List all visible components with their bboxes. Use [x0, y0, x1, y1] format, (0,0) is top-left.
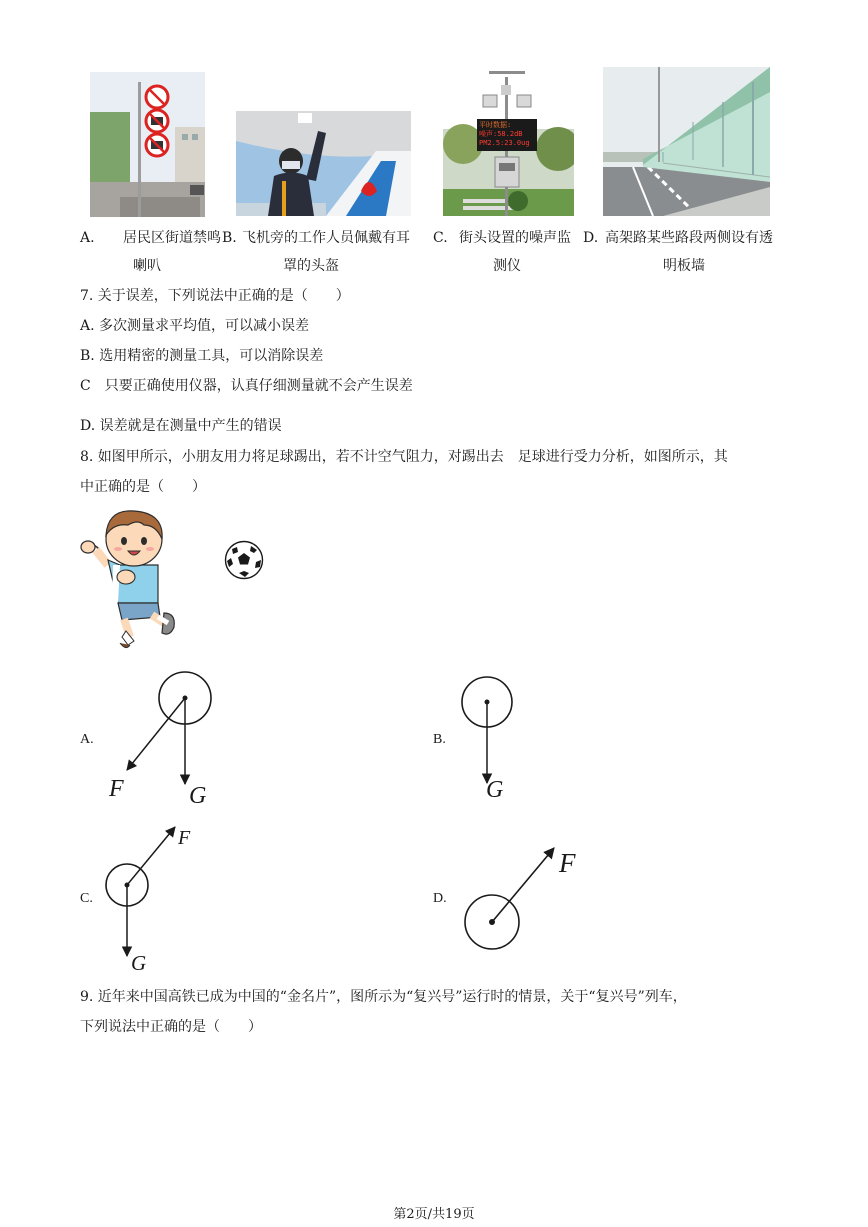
q8-option-d-diagram — [455, 835, 575, 955]
q8-option-b-label: B. — [433, 732, 446, 747]
q8-stem-line1: 8. 如图甲所示，小朋友用力将足球踢出，若不计空气阻力，对踢出去 足球进行受力分析，如图所示，其 — [80, 449, 728, 465]
q8-c-force-g-label: G — [131, 951, 147, 975]
boy-kicking-illustration — [78, 505, 178, 655]
q8-a-force-g-label: G — [189, 783, 207, 809]
q8-option-c-label: C. — [80, 891, 93, 906]
q8-stem-line2: 中正确的是（ ） — [80, 479, 206, 495]
page-number-footer: 第2页/共19页 — [393, 1207, 475, 1222]
sound-barrier-photo — [603, 67, 770, 216]
q7-option-c: C 只要正确使用仪器，认真仔细测量就不会产生误差 — [80, 378, 413, 394]
q8-c-force-f-label: F — [178, 827, 191, 849]
q8-option-d-label: D. — [433, 891, 447, 906]
q8-option-c-diagram — [100, 820, 190, 970]
q6-option-c-label: C. — [433, 230, 448, 246]
q6-option-a-text-line2: 喇叭 — [133, 258, 161, 274]
noise-reading: 噪声:58.2dB — [479, 130, 523, 138]
q7-option-a: A. 多次测量求平均值，可以减小误差 — [80, 318, 310, 334]
q6-option-d-label: D. — [583, 230, 599, 246]
q8-option-b-diagram — [450, 670, 530, 790]
q9-stem-line2: 下列说法中正确的是（ ） — [80, 1019, 262, 1035]
q6-option-a-text-line1: 居民区街道禁鸣 — [123, 230, 221, 246]
q7-option-d: D. 误差就是在测量中产生的错误 — [80, 418, 282, 434]
q6-option-b-text-line1: 飞机旁的工作人员佩戴有耳 — [242, 230, 410, 246]
q7-option-b: B. 选用精密的测量工具，可以消除误差 — [80, 348, 324, 364]
q6-option-d-text-line1: 高架路某些路段两侧设有透 — [605, 230, 773, 246]
noise-display: 平时数据: 噪声:58.2dB PM2.5:23.0ug — [479, 121, 537, 148]
soccer-ball-icon — [224, 540, 264, 580]
noise-monitor-photo — [443, 69, 574, 216]
q8-a-force-f-label: F — [109, 776, 124, 802]
q6-option-c-text-line2: 测仪 — [493, 258, 521, 274]
q6-option-b-label: B. — [222, 230, 237, 246]
pm25-reading: PM2.5:23.0ug — [479, 139, 530, 147]
q7-stem: 7. 关于误差，下列说法中正确的是（ ） — [80, 288, 350, 304]
airport-worker-photo — [236, 111, 411, 216]
q8-option-a-label: A. — [80, 732, 94, 747]
q6-option-a-label: A. — [80, 230, 95, 246]
q6-option-b-text-line2: 罩的头盔 — [283, 258, 339, 274]
q9-stem-line1: 9. 近年来中国高铁已成为中国的“金名片”，图所示为“复兴号”运行时的情景，关于“复兴号”列车， — [80, 989, 687, 1005]
q6-option-d-text-line2: 明板墙 — [663, 258, 705, 274]
no-honk-street-photo — [90, 72, 205, 217]
q6-option-c-text-line1: 街头设置的噪声监 — [459, 230, 571, 246]
q8-d-force-f-label: F — [559, 848, 576, 878]
q8-b-force-g-label: G — [486, 777, 504, 803]
